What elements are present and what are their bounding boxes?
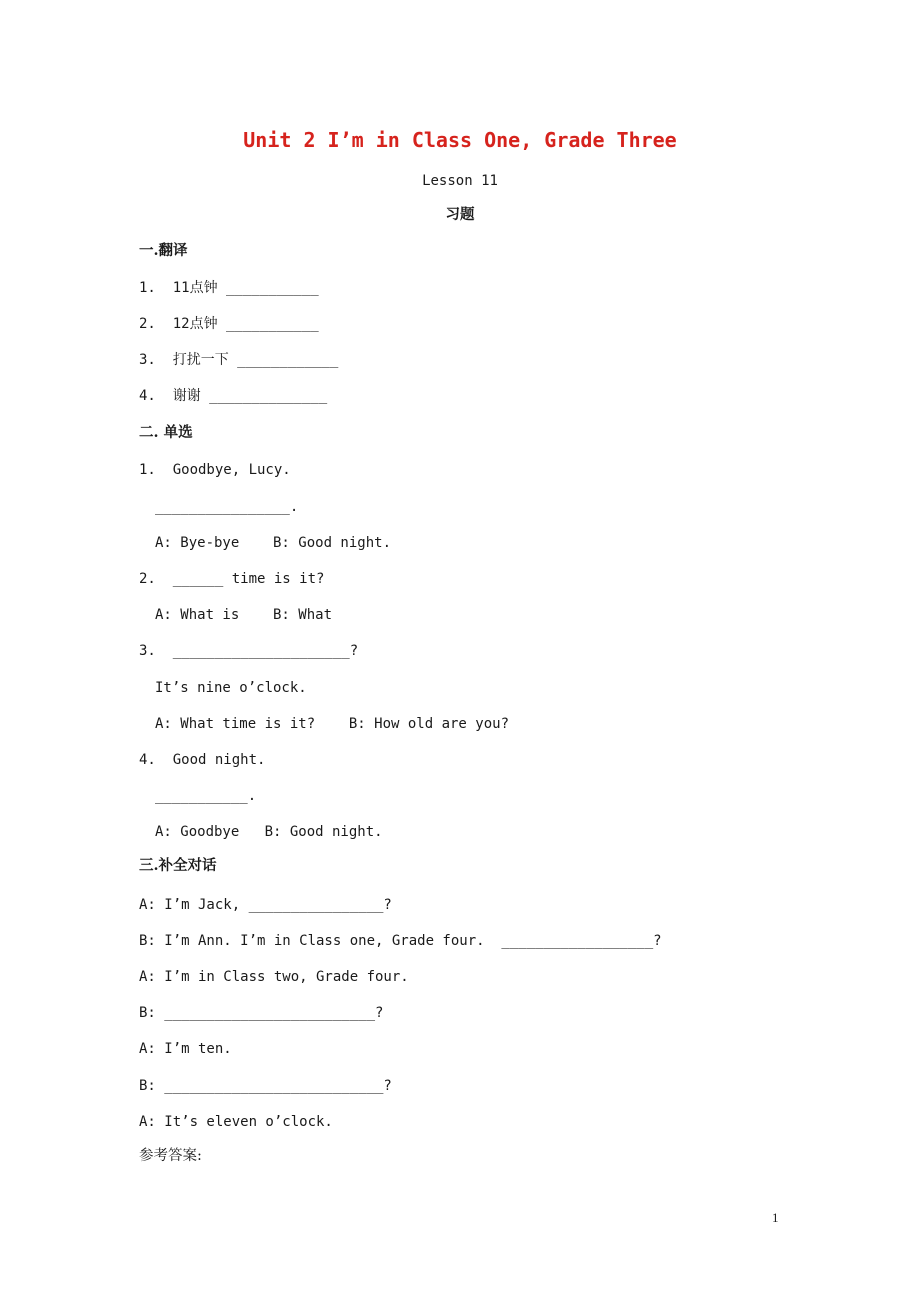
choice-options: A: Bye-bye B: Good night.: [155, 535, 392, 551]
question-line: 4. Good night.: [139, 752, 266, 768]
section-heading-choice: 二. 单选: [139, 424, 193, 441]
exercise-subtitle: 习题: [445, 206, 475, 223]
question-line: It’s nine o’clock.: [155, 680, 307, 696]
lesson-label: Lesson 11: [422, 173, 498, 189]
choice-options: A: What is B: What: [155, 607, 333, 623]
dialogue-line: B: _________________________?: [139, 1005, 384, 1021]
dialogue-line: B: I’m Ann. I’m in Class one, Grade four. __________________?: [139, 933, 662, 949]
page-number: 1: [772, 1210, 779, 1225]
choice-options: A: What time is it? B: How old are you?: [155, 716, 510, 732]
dialogue-line: A: I’m ten.: [139, 1041, 232, 1057]
translation-item: 4. 谢谢 ______________: [139, 388, 328, 404]
dialogue-line: B: __________________________?: [139, 1078, 392, 1094]
dialogue-line: A: It’s eleven o’clock.: [139, 1114, 333, 1130]
document-title: Unit 2 I’m in Class One, Grade Three: [243, 128, 677, 152]
answer-blank: ________________.: [155, 499, 299, 515]
choice-options: A: Goodbye B: Good night.: [155, 824, 383, 840]
question-line: 2. ______ time is it?: [139, 571, 325, 587]
translation-item: 3. 打扰一下 ____________: [139, 352, 339, 368]
section-heading-dialogue: 三.补全对话: [139, 857, 217, 874]
translation-item: 1. 11点钟 ___________: [139, 280, 319, 296]
answers-label: 参考答案:: [139, 1148, 202, 1164]
translation-item: 2. 12点钟 ___________: [139, 316, 319, 332]
dialogue-line: A: I’m Jack, ________________?: [139, 897, 392, 913]
dialogue-line: A: I’m in Class two, Grade four.: [139, 969, 409, 985]
answer-blank: ___________.: [155, 788, 257, 804]
question-line: 3. _____________________?: [139, 643, 359, 659]
section-heading-translation: 一.翻译: [139, 242, 188, 259]
question-line: 1. Goodbye, Lucy.: [139, 462, 291, 478]
